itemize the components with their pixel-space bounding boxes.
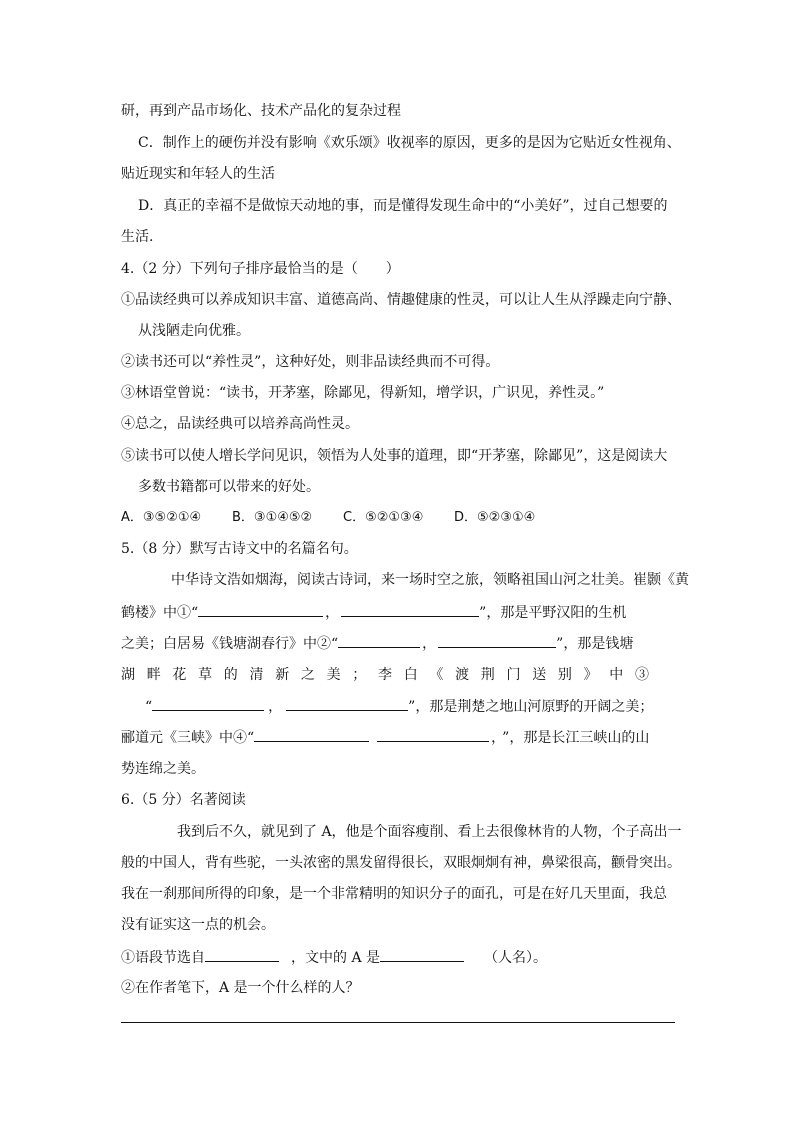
blank-person-name[interactable] <box>380 947 464 962</box>
q4-sentence-5-cont: 多数书籍都可以带来的好处。 <box>138 479 320 495</box>
q6-text: （人名）。 <box>484 950 548 966</box>
q6-passage-2: 般的中国人，背有些驼，一头浓密的黑发留得很长，双眼炯炯有神，鼻梁很高，颧骨突出。 <box>121 855 681 871</box>
q6-stem: 6.（5 分）名著阅读 <box>121 792 246 808</box>
q6-passage-4: 没有证实这一点的机会。 <box>121 917 275 933</box>
q5-line-3 <box>121 633 633 653</box>
q4-sentence-2: ②读书还可以“养性灵”，这种好处，则非品读经典而不可得。 <box>121 354 500 370</box>
q5-text: ， <box>491 730 499 746</box>
q5-text: 之美；白居易《钱塘湖春行》中②“ <box>121 636 339 652</box>
q3-option-d-cont: 生活. <box>121 229 154 245</box>
blank-4b[interactable] <box>377 727 489 742</box>
q5-stem: 5.（8 分）默写古诗文中的名篇名句。 <box>121 541 358 557</box>
q5-line-6 <box>121 727 649 747</box>
q5-text: ， <box>422 636 437 652</box>
blank-2b[interactable] <box>438 633 556 648</box>
q6-text: ，文中的 A 是 <box>291 950 381 966</box>
q3-option-d: D．真正的幸福不是做惊天动地的事，而是懂得发现生命中的“小美好”，过自己想要的 <box>138 198 668 214</box>
q3-option-c-cont: 贴近现实和年轻人的生活 <box>121 166 275 182</box>
q5-line-5 <box>145 696 653 716</box>
q6-text: ①语段节选自 <box>121 950 205 966</box>
q4-stem: 4.（2 分）下列句子排序最恰当的是（ ） <box>121 261 400 277</box>
q5-line-7: 势连绵之美。 <box>121 761 205 777</box>
q4-option-c[interactable]: C．⑤②①③④ <box>343 510 424 525</box>
q5-line-2 <box>121 602 626 622</box>
q5-text: ”，那是平野汉阳的生机 <box>479 605 627 621</box>
q5-text: ， <box>268 699 283 715</box>
q5-text: 鹤楼》中①“ <box>121 605 199 621</box>
blank-2a[interactable] <box>338 633 420 648</box>
q5-text: ”，那是钱塘 <box>556 636 634 652</box>
q4-sentence-1-cont: 从浅陋走向优雅。 <box>138 323 250 339</box>
blank-3a[interactable] <box>152 696 264 711</box>
blank-1a[interactable] <box>198 602 323 617</box>
q4-sentence-1: ①品读经典可以养成知识丰富、道德高尚、情趣健康的性灵，可以让人生从浮躁走向宁静、 <box>121 292 681 308</box>
q4-option-d[interactable]: D．⑤②③①④ <box>454 510 536 525</box>
q3-option-c: C．制作上的硬伤并没有影响《欢乐颂》收视率的原因，更多的是因为它贴近女性视角、 <box>138 135 681 151</box>
answer-line[interactable] <box>121 1022 675 1023</box>
q5-text: 郦道元《三峡》中④“ <box>121 730 255 746</box>
q5-text: ”，那是荆楚之地山河原野的开阔之美； <box>408 699 654 715</box>
q5-line-1: 中华诗文浩如烟海，阅读古诗词，来一场时空之旅，领略祖国山河之壮美。崔颢《黄 <box>171 572 689 588</box>
q4-sentence-5: ⑤读书可以使人增长学问见识，领悟为人处事的道理，即“开茅塞，除鄙见”，这是阅读大 <box>121 448 668 464</box>
q5-text: ， <box>325 605 340 621</box>
q3-continuation: 研，再到产品市场化、技术产品化的复杂过程 <box>121 103 401 119</box>
q4-sentence-4: ④总之，品读经典可以培养高尚性灵。 <box>121 416 359 432</box>
q6-question-2: ②在作者笔下，A 是一个什么样的人？ <box>121 980 360 996</box>
q5-text: ”，那是长江三峡山的山 <box>502 730 650 746</box>
q6-passage-1: 我到后不久，就见到了 A，他是个面容瘦削、看上去很像林肯的人物，个子高出一 <box>177 824 682 840</box>
blank-3b[interactable] <box>286 696 408 711</box>
blank-book-title[interactable] <box>205 947 279 962</box>
q4-sentence-3: ③林语堂曾说：“读书，开茅塞，除鄙见，得新知，增学识，广识见，养性灵。” <box>121 385 605 401</box>
q4-option-b[interactable]: B．③①④⑤② <box>232 510 313 525</box>
q6-question-1 <box>121 947 547 967</box>
blank-1b[interactable] <box>341 602 479 617</box>
q5-text: “ <box>145 699 153 715</box>
q5-line-4: 湖畔花草的清新之美；李白《渡荆门送别》中③ <box>121 667 661 683</box>
blank-4a[interactable] <box>254 727 369 742</box>
q4-option-a[interactable]: A．③⑤②①④ <box>121 510 202 525</box>
q6-passage-3: 我在一刹那间所得的印象，是一个非常精明的知识分子的面孔，可是在好几天里面，我总 <box>121 886 667 902</box>
